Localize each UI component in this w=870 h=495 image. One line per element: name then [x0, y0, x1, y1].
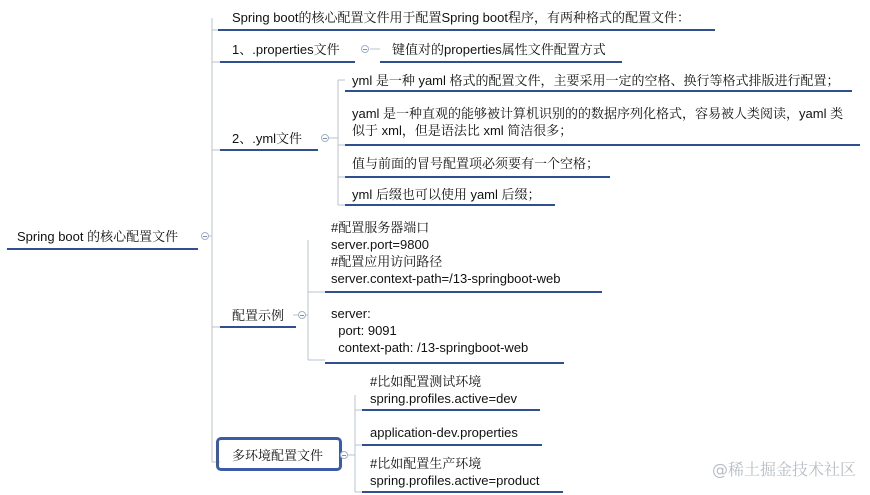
yml-child-1[interactable]: yml 是一种 yaml 格式的配置文件，主要采用一定的空格、换行等格式排版进行配置；: [352, 73, 840, 88]
watermark: @稀土掘金技术社区: [711, 460, 856, 479]
yml-child-2[interactable]: yaml 是一种直观的能够被计算机识别的的数据序列化格式，容易被人类阅读，yaml 类似于 xml，但是语法比 xml 简洁很多；: [352, 106, 844, 138]
summary-node[interactable]: Spring boot的核心配置文件用于配置Spring boot程序，有两种格式的配置文件：: [232, 10, 690, 25]
yml-collapse-icon[interactable]: [321, 134, 329, 142]
root-node[interactable]: Spring boot 的核心配置文件: [17, 229, 179, 244]
yml-child-4[interactable]: yml 后缀也可以使用 yaml 后缀；: [352, 187, 541, 202]
yml-example-node[interactable]: server: port: 9091 context-path: /13-springboot-web: [331, 306, 529, 355]
yml-child-3[interactable]: 值与前面的冒号配置项必须要有一个空格；: [352, 156, 600, 171]
example-node[interactable]: 配置示例: [232, 308, 285, 323]
example-collapse-icon[interactable]: [298, 311, 306, 319]
properties-node[interactable]: 1、.properties文件: [232, 42, 340, 57]
properties-child-node[interactable]: 键值对的properties属性文件配置方式: [392, 42, 606, 57]
root-collapse-icon[interactable]: [201, 232, 209, 240]
multi-env-child-3[interactable]: #比如配置生产环境 spring.profiles.active=product: [370, 456, 540, 488]
properties-example-node[interactable]: #配置服务器端口 server.port=9800 #配置应用访问路径 server.context-path=/13-springboot-web: [331, 220, 561, 286]
multi-env-node[interactable]: 多环境配置文件: [232, 448, 324, 463]
yml-node[interactable]: 2、.yml文件: [232, 131, 303, 146]
multi-env-collapse-icon[interactable]: [340, 451, 348, 459]
multi-env-child-1[interactable]: #比如配置测试环境 spring.profiles.active=dev: [370, 374, 518, 406]
properties-collapse-icon[interactable]: [361, 45, 369, 53]
multi-env-child-2[interactable]: application-dev.properties: [370, 425, 518, 440]
